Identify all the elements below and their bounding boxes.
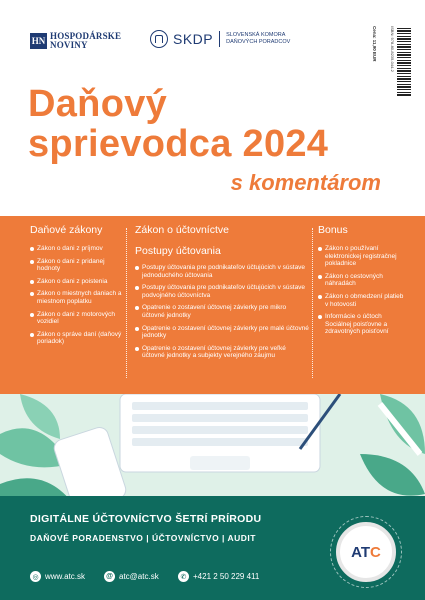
footer-services: DAŇOVÉ PORADENSTVO | ÚČTOVNÍCTVO | AUDIT	[30, 533, 256, 543]
list-item: Opatrenie o zostavení účtovnej závierky pre veľké účtovné jednotky a subjekty verejného záujmu	[135, 345, 310, 360]
column-tax-laws	[30, 224, 122, 351]
isbn-label: ISBN: 978-80-8235-044-2	[390, 26, 395, 72]
leaf-icon	[380, 394, 425, 454]
atc-logo	[336, 522, 396, 582]
web-link[interactable]: www.atc.sk	[45, 572, 86, 581]
price-label: Cena: 11,90 EUR	[372, 26, 377, 62]
list-item: Zákon o dani z pridanej hodnoty	[30, 258, 122, 273]
publisher-name-line2: NOVINY	[50, 40, 88, 50]
column-heading: Zákon o účtovníctve	[135, 224, 229, 236]
list-item: Zákon o správe daní (daňový poriadok)	[30, 331, 122, 346]
list-item: Zákon o používaní elektronickej registračnej pokladnice	[318, 245, 408, 268]
barcode-icon	[397, 28, 411, 96]
column-accounting	[135, 224, 310, 365]
partner-subtitle-line2: DAŇOVÝCH PORADCOV	[226, 39, 291, 45]
list-item: Postupy účtovania pre podnikateľov účtujúcich v sústave jednoduchého účtovania	[135, 264, 310, 279]
partner-subtitle-line1: SLOVENSKÁ KOMORA	[226, 32, 286, 38]
email-icon: @	[104, 571, 115, 582]
publisher-logo	[30, 32, 121, 50]
publisher-badge: HN	[30, 33, 47, 49]
column-heading: Daňové zákony	[30, 224, 103, 236]
list-item: Zákon o cestovných náhradách	[318, 273, 408, 288]
footer-slogan: DIGITÁLNE ÚČTOVNÍCTVO ŠETRÍ PRÍRODU	[30, 513, 262, 525]
book-title	[28, 84, 328, 164]
publisher-name-line1: HOSPODÁRSKE	[50, 31, 122, 41]
atc-logo-at: AT	[351, 543, 371, 561]
book-subtitle: s komentárom	[230, 170, 381, 195]
phone-call-icon: ✆	[178, 571, 189, 582]
partner-subtitle	[226, 32, 290, 46]
list-item: Zákon o miestnych daniach a miestnom poplatku	[30, 290, 122, 305]
column-divider	[312, 228, 313, 378]
touchpad-icon	[190, 456, 250, 470]
partner-name: SKDP	[173, 31, 220, 47]
leaf-icon	[360, 454, 425, 496]
list-item: Zákon o dani z príjmov	[30, 245, 122, 253]
contact-web[interactable]	[30, 571, 85, 582]
contact-email[interactable]	[104, 571, 159, 582]
list-item: Postupy účtovania pre podnikateľov účtujúcich v sústave podvojného účtovníctva	[135, 284, 310, 299]
partner-logo	[150, 30, 290, 48]
column-bonus	[318, 224, 408, 341]
column-subheading: Postupy účtovania	[135, 245, 221, 257]
list-item: Zákon o dani z motorových vozidiel	[30, 311, 122, 326]
title-line2: sprievodca 2024	[28, 123, 329, 165]
seal-icon	[150, 30, 168, 48]
list-item: Opatrenie o zostavení účtovnej závierky pre mikro účtovné jednotky	[135, 304, 310, 319]
contact-phone[interactable]	[178, 571, 259, 582]
column-divider	[126, 228, 127, 378]
title-line1: Daňový	[28, 83, 168, 125]
globe-icon: ◎	[30, 571, 41, 582]
email-link[interactable]: atc@atc.sk	[119, 572, 159, 581]
list-item: Zákon o obmedzení platieb v hotovosti	[318, 293, 408, 308]
list-item: Informácie o účtoch Sociálnej poisťovne a zdravotných poisťovní	[318, 313, 408, 336]
list-item: Zákon o dani z poistenia	[30, 278, 122, 286]
publisher-name	[50, 32, 121, 50]
list-item: Opatrenie o zostavení účtovnej závierky pre malé účtovné jednotky	[135, 325, 310, 340]
phone-number[interactable]: +421 2 50 229 411	[193, 572, 260, 581]
column-heading: Bonus	[318, 224, 348, 236]
atc-logo-c: C	[370, 543, 381, 561]
contents-band	[0, 216, 425, 394]
